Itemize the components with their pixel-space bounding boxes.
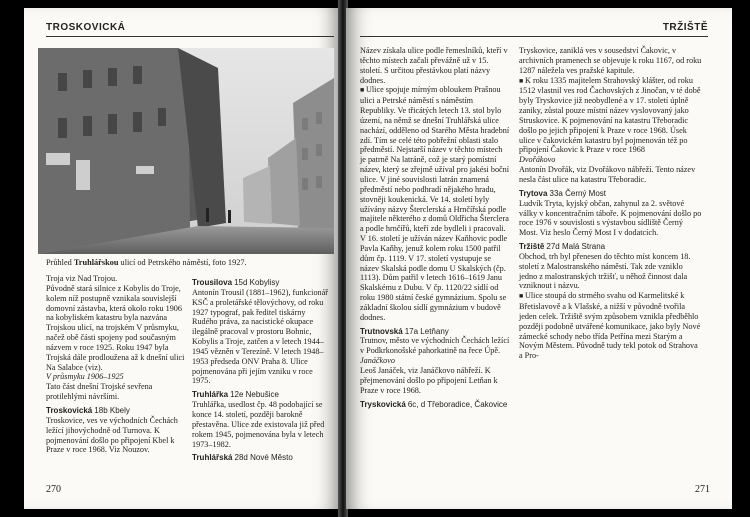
street-name: Truhlářka <box>192 390 229 400</box>
caption-street-name: Truhlářskou <box>73 258 119 267</box>
entry-text: Tryskovice, zaniklá ves v sousedství Čakovic, v archivních pramenech se objevuje k roku 1167, od roku 1287 náležela ves pražské kapitule. <box>519 46 702 75</box>
street-location: 33a Černý Most <box>549 188 606 198</box>
street-location: 18b Kbely <box>94 405 130 415</box>
entry-text: Antonín Dvořák, viz Dvořákovo nábřeží. Tento název nesla část ulice na katastru Třeboradic. <box>519 165 696 184</box>
street-entry-heading <box>192 453 332 463</box>
street-location: 12e Nebušice <box>230 390 279 400</box>
street-name: Trutnovská <box>360 326 403 336</box>
left-column-2 <box>192 274 332 463</box>
right-column-2 <box>519 46 702 361</box>
street-name: Truhlářská <box>192 453 233 463</box>
entry-text: Troja viz Nad Trojou. <box>46 274 118 283</box>
street-name: Trousilova <box>192 278 233 287</box>
street-entry-heading <box>519 242 702 252</box>
caption-prefix: Průhled <box>46 258 74 267</box>
street-name: Tržiště <box>519 242 545 252</box>
running-head: TROSKOVICKÁ <box>46 22 126 33</box>
street-entry-heading <box>192 278 332 288</box>
entry-text: Leoš Janáček, viz Janáčkovo nábřeží. K přejmenování došlo po připojení Letňan k Praze v roce 1968. <box>360 366 498 395</box>
running-head-rule <box>46 36 334 37</box>
street-location: 27d Malá Strana <box>546 242 606 252</box>
entry-text: Název získala ulice podle řemeslníků, kteří v těchto místech začali převážně už v 15. století. S určitou přestávkou platí názvy dodnes. <box>360 46 508 85</box>
street-location: 15d Kobylisy <box>234 278 280 287</box>
page-number: 271 <box>695 484 710 495</box>
entry-text: ■ K roku 1335 majitelem Strahovský klášter, od roku 1512 vlastnil ves rod Čachovských z Jinočan, v té době byly Tryskovice již neobydlené a v 17. století úplně zaniky, zůstal pouze místní název vyslovovaný jako Struskovice. K pojmenování na katastru Třeboradic došlo po jejich připojení k Praze v roce 1968. Úsek ulice v čakovickém katastru byl pojmenován též po připojení Čakovic k Praze v roce 1968 <box>519 76 702 156</box>
street-name: Tryskovická <box>360 399 406 409</box>
street-location: 17a Letňany <box>404 326 449 336</box>
caption-suffix: ulicí od Petrského náměstí, foto 1927. <box>118 258 247 267</box>
photo-caption <box>46 258 336 268</box>
entry-text: ■ Ulice stoupá do strmého svahu od Karmelitské k Břetislavově a k Vlašské, a nižší v původně tvořila jeden celek. Tržiště svým způsobem vznikla předběhlo později podobně utvářené komunikace, jako byly Nové zámecké schody nebo třída Petřína mezi Starým a Novým Městem. Původně tudy tekl potok od Strahova a Pro- <box>519 291 702 361</box>
former-name-note: Dvořákovo <box>519 155 556 165</box>
former-name-note: V průsmyku 1906–1925 <box>46 372 124 382</box>
street-entry-heading <box>360 327 510 337</box>
street-location: 6c, d Třeboradice, Čakovice <box>407 399 508 409</box>
entry-text: Troskovice, ves ve východních Čechách ležící jihovýchodně od Turnova. K pojmenování došlo po připojení Kbel k Praze v roce 1968. Viz Nouzov. <box>46 415 178 455</box>
right-page <box>346 8 732 509</box>
left-page <box>24 8 340 509</box>
entry-text: ■ Ulice spojuje mírným obloukem Prašnou ulici a Petrské náměstí s náměstím Republiky. Ve třicátých letech 13. stol bylo území, na němž se dnešní Truhlářská ulice nachází, odděleno od Starého Města hradební zdí. Tím se celé této pobřežní oblasti stalo předměstí. Nejstarší název v těchto místech je patrně Na latráně, což je starý pomístní název, který se zřejmě užíval pro jakési boční ulice. V jiné souvislosti latrán znamená předměstí nebo podhradí nějakého hradu, stovněji koukenická. Ve 14. století byly užívány názvy Šterclerská a Hrnčířská podle majitele některého z domů Oldřicha Šterclera a podle hrnčířů, kteří zde bydleli i pracovali. V 16. století je užíván název Kaňhovic podle Pavla Kaňhy, jenuž kolem roku 1500 patřil dům čp. 1119. V 17. století vystupuje se název Skalská podle domu U Skalských (čp. 1113). Dům patřil v letech 1616–1619 Janu Skalskému z Dubu. V čp. 1120/22 sídlí od roku 1980 státní české gymnázium. Spolu se základní školou sídlí gymnázium v budově dodnes. <box>360 85 510 322</box>
page-number: 270 <box>46 484 61 495</box>
running-head-rule <box>360 36 708 37</box>
right-column-1 <box>360 46 510 409</box>
left-column-1 <box>46 274 186 455</box>
street-location: 28d Nové Město <box>234 453 293 463</box>
entry-text: Obchod, trh byl přenesen do těchto míst koncem 18. století z Malostranského náměstí. Tak zde vzniklo jedno z malostranských tržišť, u něhož činnost dala vzniknout i názvu. <box>519 251 691 291</box>
entry-text: Truhlářka, usedlost čp. 48 podobající se konce 14. století, později barokně přestavěna. Ulice zde existovala již před rokem 1945, pojmenována byla v letech 1973–1982. <box>192 400 325 449</box>
street-entry-heading <box>46 406 186 416</box>
street-name: Trytova <box>519 188 548 198</box>
entry-text: Trutnov, město ve východních Čechách ležící v Podkrkonošské pahorkatině na řece Úpě. <box>360 336 510 356</box>
entry-text: Tato část dnešní Trojské sevřena protilehlými návršími. <box>46 382 153 402</box>
street-entry-heading <box>360 400 510 410</box>
street-photograph <box>38 48 334 254</box>
entry-text: Původně stará silnice z Kobylis do Troje, kolem níž postupně vznikala souvislejší domovní zástavba, která okolo roku 1906 na kobyliském katastru byla nazvána Trojskou ulicí, na trojském V průsmyku, načež obě části spojeny pod současným názvem v roce 1925. Roku 1947 byla Trojská dále prodloužena až k dnešní ulici Na Salabce (viz). <box>46 283 185 372</box>
street-entry-heading <box>519 189 702 199</box>
street-name: Troskovická <box>46 405 93 415</box>
street-photograph-drawing <box>38 48 334 254</box>
former-name-note: Janáčkovo <box>360 356 396 366</box>
running-head: TRŽIŠTĚ <box>662 22 708 33</box>
entry-text: Antonín Trousil (1881–1962), funkcionář KSČ a proletářské tělovýchovy, od roku 1927 typograf, pak ředitel tiskárny Rudého práva, za nacistické okupace ilegálně pracoval v prostoru Bohnic, Kobylis a Troje, zatčen a v letech 1944–1945 vězněn v Terezíně. V letech 1948–1953 předseda ONV Praha 8. Ulice pojmenována při jejím vzniku v roce 1975. <box>192 287 329 386</box>
street-entry-heading <box>192 390 332 400</box>
entry-text: Ludvík Tryta, kyjský občan, zahynul za 2. světové války v koncentračním táboře. K pojmenování došlo po roce 1976 v souvislosti s výstavbou sídliště Černý Most. Viz heslo Černý Most I v dodatcích. <box>519 198 702 238</box>
